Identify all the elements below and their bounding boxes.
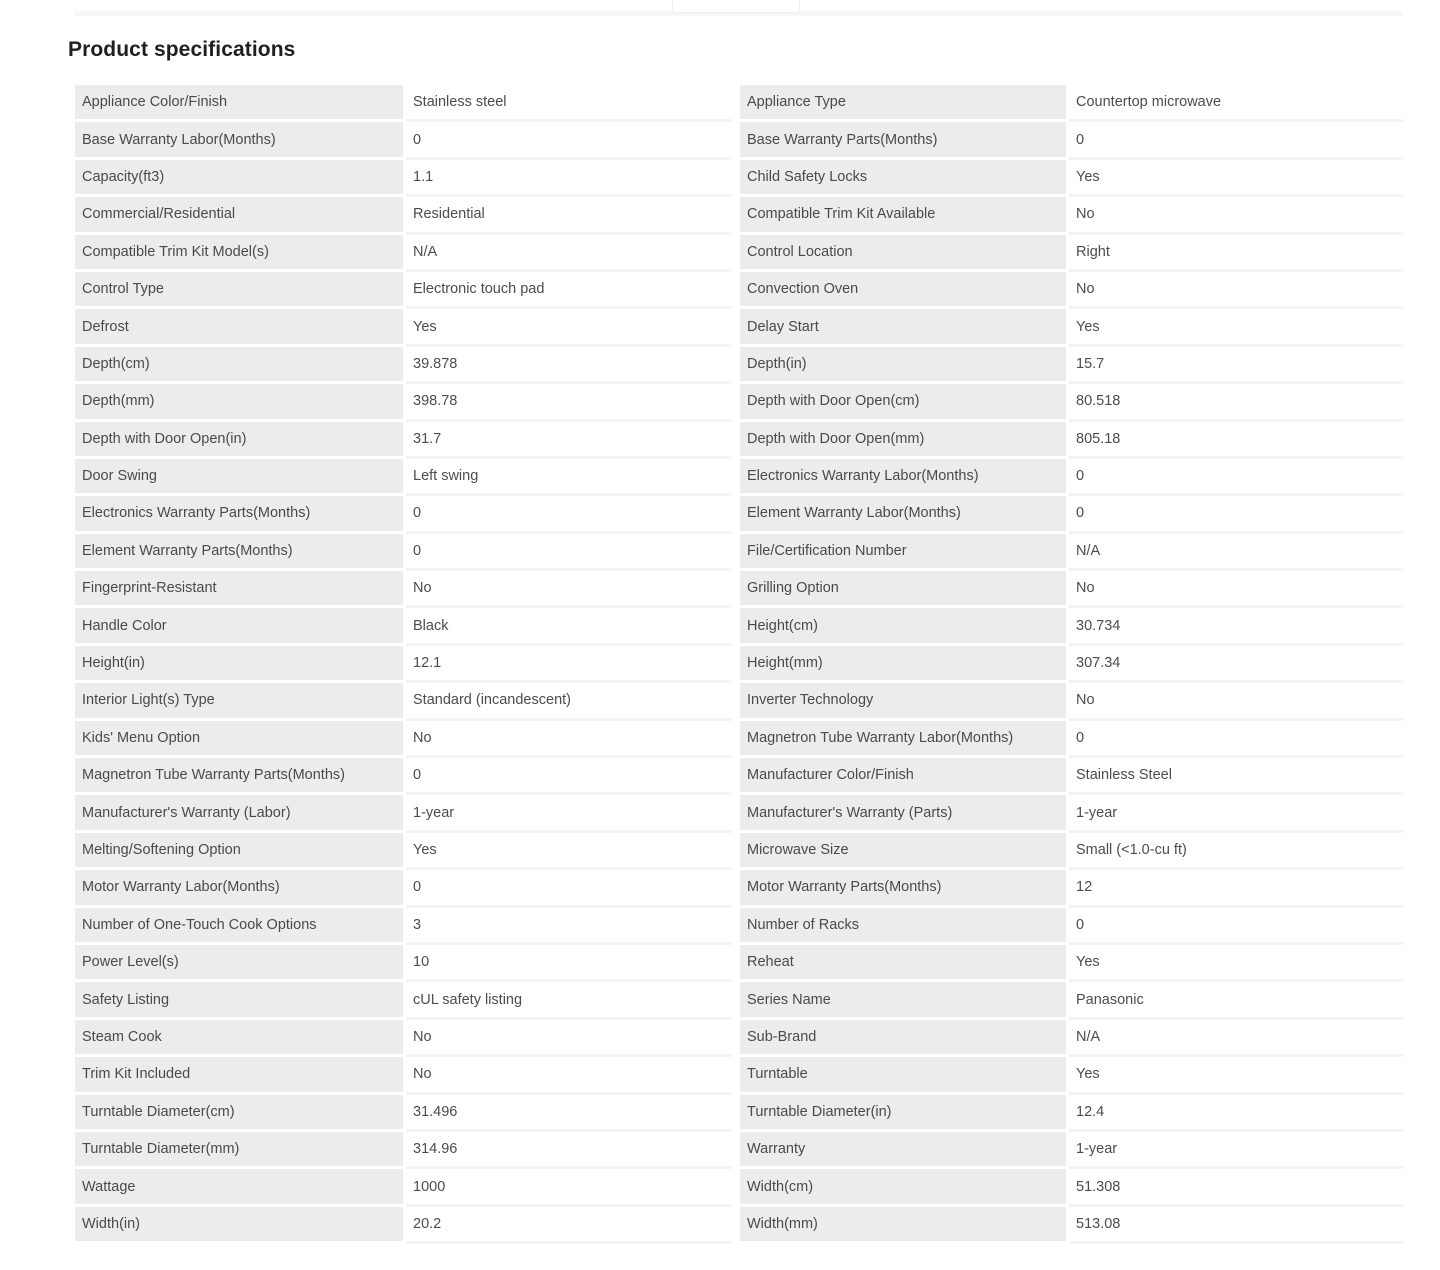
- column-gutter: [732, 945, 740, 979]
- spec-value: 3: [406, 908, 732, 942]
- column-gutter: [732, 982, 740, 1016]
- spec-row: [75, 795, 1403, 829]
- spec-value: 12.1: [406, 646, 732, 680]
- spec-value: 0: [1069, 459, 1403, 493]
- spec-label: Door Swing: [75, 459, 403, 493]
- spec-value: 30.734: [1069, 608, 1403, 642]
- spec-value: 0: [1069, 122, 1403, 156]
- spec-value: 0: [1069, 908, 1403, 942]
- spec-label: Depth with Door Open(mm): [740, 422, 1066, 456]
- column-gutter: [732, 122, 740, 156]
- column-gutter: [732, 422, 740, 456]
- spec-value: 1-year: [406, 795, 732, 829]
- spec-value: Yes: [406, 833, 732, 867]
- column-gutter: [732, 534, 740, 568]
- spec-label: Width(cm): [740, 1169, 1066, 1203]
- cutoff-element-remnant: [672, 0, 800, 13]
- spec-row: [75, 459, 1403, 493]
- spec-value: 0: [406, 534, 732, 568]
- column-gutter: [732, 160, 740, 194]
- spec-label: Base Warranty Parts(Months): [740, 122, 1066, 156]
- spec-label: Reheat: [740, 945, 1066, 979]
- spec-value: 80.518: [1069, 384, 1403, 418]
- spec-label: Fingerprint-Resistant: [75, 571, 403, 605]
- spec-label: Compatible Trim Kit Available: [740, 197, 1066, 231]
- spec-label: Inverter Technology: [740, 683, 1066, 717]
- spec-label: Safety Listing: [75, 982, 403, 1016]
- spec-value: 12: [1069, 870, 1403, 904]
- spec-value: N/A: [1069, 534, 1403, 568]
- spec-label: Element Warranty Parts(Months): [75, 534, 403, 568]
- spec-label: Width(mm): [740, 1207, 1066, 1241]
- spec-label: Melting/Softening Option: [75, 833, 403, 867]
- spec-value: 0: [406, 870, 732, 904]
- spec-label: Child Safety Locks: [740, 160, 1066, 194]
- column-gutter: [732, 1132, 740, 1166]
- column-gutter: [732, 683, 740, 717]
- spec-value: 398.78: [406, 384, 732, 418]
- spec-label: Height(cm): [740, 608, 1066, 642]
- column-gutter: [732, 496, 740, 530]
- spec-row: [75, 571, 1403, 605]
- spec-value: 0: [406, 758, 732, 792]
- spec-label: Electronics Warranty Labor(Months): [740, 459, 1066, 493]
- spec-row: [75, 721, 1403, 755]
- spec-row: [75, 608, 1403, 642]
- spec-row: [75, 982, 1403, 1016]
- spec-label: Motor Warranty Labor(Months): [75, 870, 403, 904]
- spec-value: 31.496: [406, 1095, 732, 1129]
- spec-value: 12.4: [1069, 1095, 1403, 1129]
- spec-value: Standard (incandescent): [406, 683, 732, 717]
- spec-value: 15.7: [1069, 347, 1403, 381]
- spec-label: Number of One-Touch Cook Options: [75, 908, 403, 942]
- spec-value: No: [1069, 272, 1403, 306]
- spec-label: Depth with Door Open(in): [75, 422, 403, 456]
- spec-label: Depth(in): [740, 347, 1066, 381]
- spec-row: [75, 833, 1403, 867]
- spec-value: No: [406, 571, 732, 605]
- spec-row: [75, 1057, 1403, 1091]
- spec-label: Compatible Trim Kit Model(s): [75, 235, 403, 269]
- spec-row: [75, 683, 1403, 717]
- column-gutter: [732, 384, 740, 418]
- column-gutter: [732, 1095, 740, 1129]
- spec-value: 0: [406, 122, 732, 156]
- spec-label: Width(in): [75, 1207, 403, 1241]
- spec-row: [75, 870, 1403, 904]
- spec-label: Appliance Color/Finish: [75, 85, 403, 119]
- spec-label: Height(in): [75, 646, 403, 680]
- spec-row: [75, 272, 1403, 306]
- spec-value: 31.7: [406, 422, 732, 456]
- spec-value: Residential: [406, 197, 732, 231]
- spec-row: [75, 122, 1403, 156]
- spec-label: Magnetron Tube Warranty Labor(Months): [740, 721, 1066, 755]
- spec-label: Number of Racks: [740, 908, 1066, 942]
- column-gutter: [732, 235, 740, 269]
- column-gutter: [732, 197, 740, 231]
- spec-value: 0: [1069, 496, 1403, 530]
- spec-label: File/Certification Number: [740, 534, 1066, 568]
- spec-value: Black: [406, 608, 732, 642]
- spec-value: Electronic touch pad: [406, 272, 732, 306]
- column-gutter: [732, 758, 740, 792]
- column-gutter: [732, 870, 740, 904]
- spec-row: [75, 1132, 1403, 1166]
- spec-value: Yes: [1069, 1057, 1403, 1091]
- spec-value: Small (<1.0-cu ft): [1069, 833, 1403, 867]
- spec-label: Turntable Diameter(in): [740, 1095, 1066, 1129]
- spec-label: Depth with Door Open(cm): [740, 384, 1066, 418]
- spec-row: [75, 1207, 1403, 1241]
- spec-label: Series Name: [740, 982, 1066, 1016]
- column-gutter: [732, 721, 740, 755]
- spec-label: Wattage: [75, 1169, 403, 1203]
- spec-value: 51.308: [1069, 1169, 1403, 1203]
- spec-label: Handle Color: [75, 608, 403, 642]
- spec-label: Capacity(ft3): [75, 160, 403, 194]
- spec-value: Yes: [1069, 945, 1403, 979]
- column-gutter: [732, 272, 740, 306]
- spec-label: Motor Warranty Parts(Months): [740, 870, 1066, 904]
- column-gutter: [732, 908, 740, 942]
- spec-value: Yes: [1069, 160, 1403, 194]
- spec-label: Trim Kit Included: [75, 1057, 403, 1091]
- column-gutter: [732, 833, 740, 867]
- spec-value: No: [1069, 197, 1403, 231]
- spec-value: 20.2: [406, 1207, 732, 1241]
- spec-row: [75, 1020, 1403, 1054]
- spec-row: [75, 945, 1403, 979]
- column-gutter: [732, 1207, 740, 1241]
- spec-label: Turntable: [740, 1057, 1066, 1091]
- spec-row: [75, 384, 1403, 418]
- column-gutter: [732, 347, 740, 381]
- spec-row: [75, 235, 1403, 269]
- spec-label: Depth(cm): [75, 347, 403, 381]
- spec-value: 1-year: [1069, 795, 1403, 829]
- spec-value: 1000: [406, 1169, 732, 1203]
- spec-value: Left swing: [406, 459, 732, 493]
- spec-label: Convection Oven: [740, 272, 1066, 306]
- spec-value: No: [1069, 571, 1403, 605]
- spec-label: Control Location: [740, 235, 1066, 269]
- spec-label: Manufacturer's Warranty (Parts): [740, 795, 1066, 829]
- spec-label: Turntable Diameter(cm): [75, 1095, 403, 1129]
- spec-label: Interior Light(s) Type: [75, 683, 403, 717]
- spec-label: Defrost: [75, 309, 403, 343]
- spec-value: cUL safety listing: [406, 982, 732, 1016]
- spec-value: Stainless Steel: [1069, 758, 1403, 792]
- column-gutter: [732, 646, 740, 680]
- page-title: Product specifications: [68, 38, 296, 61]
- spec-value: 1-year: [1069, 1132, 1403, 1166]
- spec-value: Stainless steel: [406, 85, 732, 119]
- spec-label: Grilling Option: [740, 571, 1066, 605]
- column-gutter: [732, 1169, 740, 1203]
- spec-row: [75, 309, 1403, 343]
- spec-value: 805.18: [1069, 422, 1403, 456]
- spec-label: Steam Cook: [75, 1020, 403, 1054]
- spec-label: Sub-Brand: [740, 1020, 1066, 1054]
- column-gutter: [732, 571, 740, 605]
- spec-value: Yes: [1069, 309, 1403, 343]
- column-gutter: [732, 309, 740, 343]
- spec-value: No: [406, 1057, 732, 1091]
- spec-row: [75, 347, 1403, 381]
- spec-row: [75, 496, 1403, 530]
- spec-label: Element Warranty Labor(Months): [740, 496, 1066, 530]
- spec-value: No: [406, 1020, 732, 1054]
- spec-row: [75, 1095, 1403, 1129]
- spec-label: Commercial/Residential: [75, 197, 403, 231]
- spec-value: 39.878: [406, 347, 732, 381]
- spec-row: [75, 85, 1403, 119]
- spec-value: 10: [406, 945, 732, 979]
- spec-value: 0: [1069, 721, 1403, 755]
- spec-table: [75, 85, 1403, 1244]
- spec-value: 1.1: [406, 160, 732, 194]
- spec-value: Yes: [406, 309, 732, 343]
- spec-label: Delay Start: [740, 309, 1066, 343]
- spec-value: Panasonic: [1069, 982, 1403, 1016]
- spec-label: Magnetron Tube Warranty Parts(Months): [75, 758, 403, 792]
- spec-row: [75, 197, 1403, 231]
- spec-label: Turntable Diameter(mm): [75, 1132, 403, 1166]
- spec-row: [75, 1169, 1403, 1203]
- spec-label: Electronics Warranty Parts(Months): [75, 496, 403, 530]
- spec-value: Countertop microwave: [1069, 85, 1403, 119]
- spec-value: N/A: [1069, 1020, 1403, 1054]
- spec-label: Power Level(s): [75, 945, 403, 979]
- spec-label: Control Type: [75, 272, 403, 306]
- column-gutter: [732, 459, 740, 493]
- spec-label: Kids' Menu Option: [75, 721, 403, 755]
- spec-row: [75, 534, 1403, 568]
- spec-label: Warranty: [740, 1132, 1066, 1166]
- spec-value: No: [1069, 683, 1403, 717]
- spec-row: [75, 160, 1403, 194]
- column-gutter: [732, 1020, 740, 1054]
- column-gutter: [732, 1057, 740, 1091]
- spec-label: Manufacturer's Warranty (Labor): [75, 795, 403, 829]
- spec-row: [75, 758, 1403, 792]
- spec-value: 307.34: [1069, 646, 1403, 680]
- spec-label: Base Warranty Labor(Months): [75, 122, 403, 156]
- column-gutter: [732, 608, 740, 642]
- spec-row: [75, 908, 1403, 942]
- spec-label: Height(mm): [740, 646, 1066, 680]
- column-gutter: [732, 795, 740, 829]
- spec-label: Microwave Size: [740, 833, 1066, 867]
- spec-value: 513.08: [1069, 1207, 1403, 1241]
- spec-label: Appliance Type: [740, 85, 1066, 119]
- spec-label: Depth(mm): [75, 384, 403, 418]
- spec-label: Manufacturer Color/Finish: [740, 758, 1066, 792]
- spec-value: 0: [406, 496, 732, 530]
- column-gutter: [732, 85, 740, 119]
- spec-value: Right: [1069, 235, 1403, 269]
- spec-value: No: [406, 721, 732, 755]
- spec-row: [75, 646, 1403, 680]
- spec-row: [75, 422, 1403, 456]
- spec-value: 314.96: [406, 1132, 732, 1166]
- spec-value: N/A: [406, 235, 732, 269]
